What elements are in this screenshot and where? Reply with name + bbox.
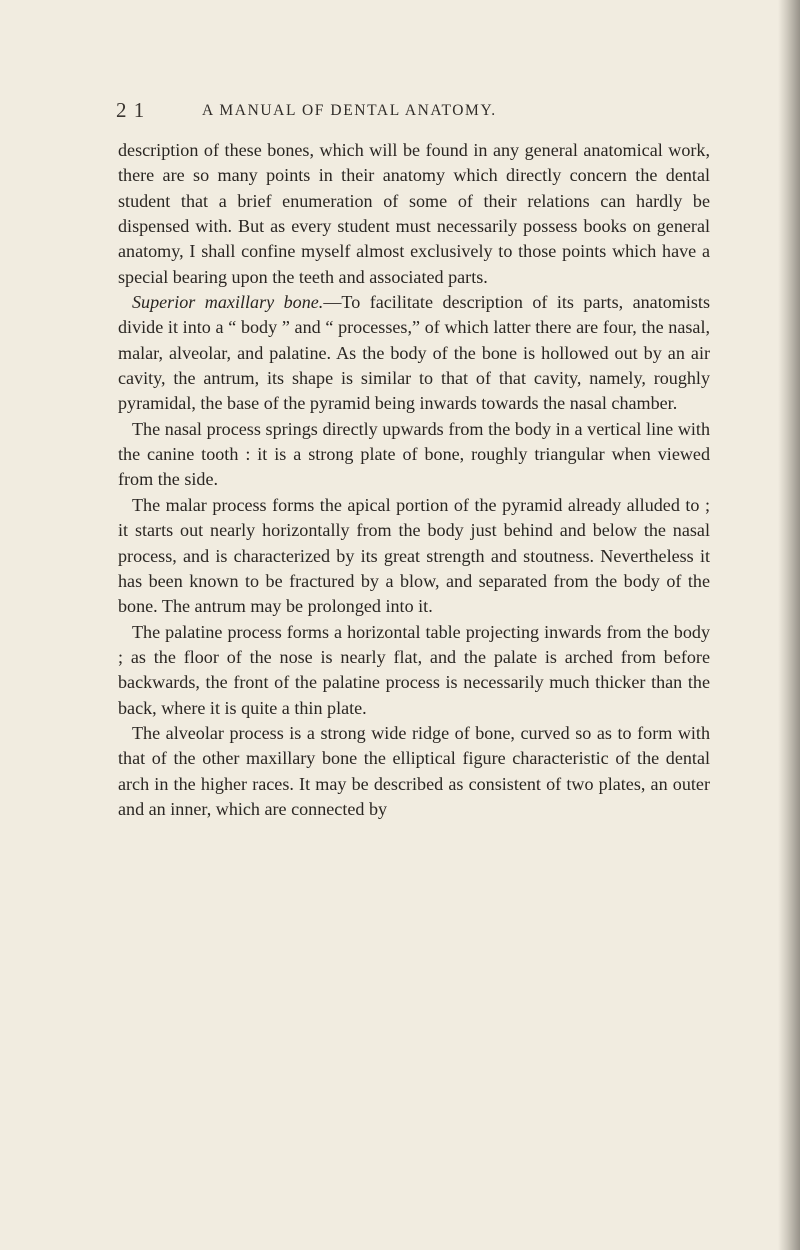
body-text	[118, 138, 710, 822]
paragraph	[118, 721, 710, 822]
page-number: 2 1	[116, 98, 146, 122]
paragraph-text: The palatine process forms a horizontal table projecting inwards from the body ; as the floor of the nose is nearly flat, and the palate is arched from before backwards, the front of the palatine process is necessarily much thicker than the back, where it is quite a thin plate.	[118, 621, 710, 718]
paragraph-text: The malar process forms the apical portion of the pyramid already alluded to ; it starts out nearly horizontally from the body just behind and below the nasal process, and is characterized by its great strength and stoutness. Nevertheless it has been known to be fractured by a blow, and separated from the body of the bone. The antrum may be prolonged into it.	[118, 494, 710, 617]
page-header	[116, 98, 740, 126]
page-edge-shadow	[778, 0, 800, 1250]
paragraph-text: The nasal process springs directly upwards from the body in a vertical line with the canine tooth : it is a strong plate of bone, roughly triangular when viewed from the side.	[118, 418, 710, 490]
paragraph	[118, 417, 710, 493]
paragraph-text: —To facilitate description of its parts, anatomists divide it into a “ body ” and “ processes,” of which latter there are four, the nasal, malar, alveolar, and palatine. As the body of the bone is hollowed out by an air cavity, the antrum, its shape is similar to that of that cavity, namely, roughly pyramidal, the base of the pyramid being inwards towards the nasal chamber.	[118, 292, 710, 414]
paragraph-text: The alveolar process is a strong wide ridge of bone, curved so as to form with that of the other maxillary bone the elliptical figure characteristic of the dental arch in the higher races. It may be described as consistent of two plates, an outer and an inner, which are connected by	[118, 722, 710, 819]
paragraph	[118, 620, 710, 721]
running-title: A MANUAL OF DENTAL ANATOMY.	[202, 102, 497, 119]
paragraph-text: description of these bones, which will be found in any general anatomical work, there are so many points in their anatomy which directly concern the dental student that a brief enumeration of some of their relations can hardly be dispensed with. But as every student must necessarily possess books on general anatomy, I shall confine myself almost exclusively to those points which have a special bearing upon the teeth and associated parts.	[118, 140, 710, 287]
section-title: Superior maxillary bone.	[132, 292, 324, 313]
paragraph	[118, 138, 710, 290]
paragraph	[118, 290, 710, 417]
paragraph	[118, 493, 710, 620]
